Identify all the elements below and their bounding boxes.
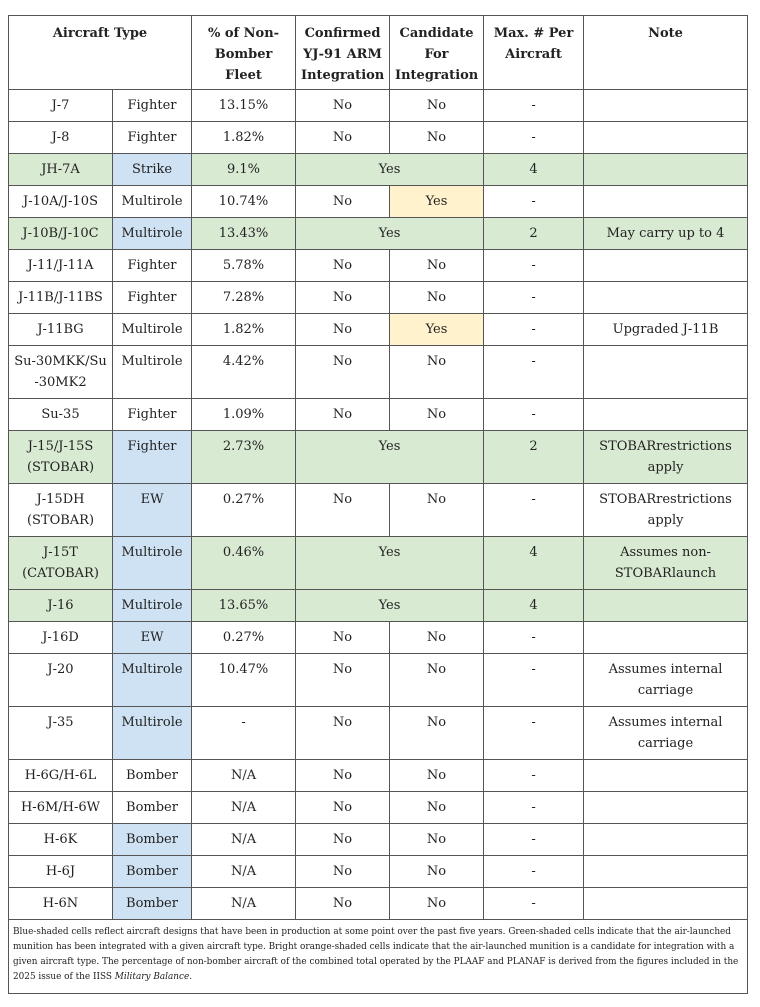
fleet-pct: 1.82% <box>192 122 296 154</box>
note <box>584 792 748 824</box>
note <box>584 888 748 920</box>
table-row <box>9 622 748 654</box>
table-row <box>9 888 748 920</box>
note <box>584 250 748 282</box>
table-row <box>9 484 748 537</box>
confirmed-integration: No <box>296 186 390 218</box>
confirmed-integration: No <box>296 250 390 282</box>
note <box>584 90 748 122</box>
fleet-pct: 0.27% <box>192 484 296 537</box>
candidate-integration: No <box>390 122 484 154</box>
candidate-integration: No <box>390 399 484 431</box>
note: STOBARrestrictions apply <box>584 431 748 484</box>
aircraft-role: Multirole <box>113 186 192 218</box>
fleet-pct: 13.15% <box>192 90 296 122</box>
note <box>584 186 748 218</box>
integration-status: Yes <box>296 590 484 622</box>
aircraft-role: Multirole <box>113 537 192 590</box>
footnote-source-title: Military Balance <box>114 972 190 982</box>
fleet-pct: N/A <box>192 824 296 856</box>
max-per-aircraft: - <box>484 622 584 654</box>
table-row <box>9 314 748 346</box>
confirmed-integration: No <box>296 707 390 760</box>
footnote-row <box>9 920 748 994</box>
aircraft-role: Bomber <box>113 792 192 824</box>
max-per-aircraft: - <box>484 654 584 707</box>
candidate-integration: No <box>390 707 484 760</box>
max-per-aircraft: 4 <box>484 154 584 186</box>
footnote <box>9 920 748 994</box>
max-per-aircraft: - <box>484 856 584 888</box>
aircraft-name: J-15DH (STOBAR) <box>9 484 113 537</box>
aircraft-role: Multirole <box>113 218 192 250</box>
note <box>584 122 748 154</box>
footnote-end: . <box>189 972 193 982</box>
confirmed-integration: No <box>296 122 390 154</box>
table-row <box>9 122 748 154</box>
aircraft-role: EW <box>113 622 192 654</box>
note <box>584 824 748 856</box>
aircraft-name: J-11/J-11A <box>9 250 113 282</box>
aircraft-name: H-6J <box>9 856 113 888</box>
confirmed-integration: No <box>296 346 390 399</box>
fleet-pct: 1.82% <box>192 314 296 346</box>
aircraft-name: H-6G/H-6L <box>9 760 113 792</box>
fleet-pct: 4.42% <box>192 346 296 399</box>
table-row <box>9 590 748 622</box>
table-row <box>9 431 748 484</box>
max-per-aircraft: - <box>484 399 584 431</box>
note <box>584 760 748 792</box>
confirmed-integration: No <box>296 399 390 431</box>
fleet-pct: 5.78% <box>192 250 296 282</box>
aircraft-role: Multirole <box>113 314 192 346</box>
aircraft-role: Multirole <box>113 707 192 760</box>
table-row <box>9 824 748 856</box>
candidate-integration: No <box>390 792 484 824</box>
max-per-aircraft: - <box>484 484 584 537</box>
confirmed-integration: No <box>296 90 390 122</box>
footnote-text: Blue-shaded cells reflect aircraft designs that have been in production at some point over the past five years. Green-shaded cells indicate that the air-launched munition has been integrated with a given aircraft type. Bright orange-shaded cells indicate that the air-launched munition is a candidate for integration with a given aircraft type. The percentage of non-bomber aircraft of the combined total operated by the PLAAF and PLANAF is derived from the figures included in the 2025 issue of the IISS <box>13 927 739 982</box>
aircraft-name: J-16D <box>9 622 113 654</box>
max-per-aircraft: - <box>484 760 584 792</box>
fleet-pct: 13.65% <box>192 590 296 622</box>
candidate-integration: No <box>390 282 484 314</box>
fleet-pct: N/A <box>192 888 296 920</box>
table-row <box>9 792 748 824</box>
aircraft-name: J-8 <box>9 122 113 154</box>
aircraft-name: J-11BG <box>9 314 113 346</box>
fleet-pct: 13.43% <box>192 218 296 250</box>
aircraft-yj91-table <box>8 15 748 994</box>
aircraft-name: J-15T (CATOBAR) <box>9 537 113 590</box>
fleet-pct: - <box>192 707 296 760</box>
note <box>584 856 748 888</box>
confirmed-integration: No <box>296 654 390 707</box>
aircraft-role: Multirole <box>113 590 192 622</box>
fleet-pct: 1.09% <box>192 399 296 431</box>
aircraft-name: J-20 <box>9 654 113 707</box>
max-per-aircraft: - <box>484 346 584 399</box>
table-row <box>9 856 748 888</box>
aircraft-role: Fighter <box>113 399 192 431</box>
max-per-aircraft: - <box>484 122 584 154</box>
header-pct-fleet: % of Non-Bomber Fleet <box>192 16 296 90</box>
max-per-aircraft: - <box>484 707 584 760</box>
confirmed-integration: No <box>296 484 390 537</box>
max-per-aircraft: - <box>484 250 584 282</box>
note: Assumes internal carriage <box>584 654 748 707</box>
candidate-integration: No <box>390 760 484 792</box>
max-per-aircraft: - <box>484 282 584 314</box>
aircraft-role: Bomber <box>113 760 192 792</box>
max-per-aircraft: - <box>484 792 584 824</box>
candidate-integration: No <box>390 346 484 399</box>
confirmed-integration: No <box>296 792 390 824</box>
aircraft-role: Fighter <box>113 90 192 122</box>
max-per-aircraft: - <box>484 90 584 122</box>
aircraft-role: Bomber <box>113 824 192 856</box>
fleet-pct: 2.73% <box>192 431 296 484</box>
table-row <box>9 90 748 122</box>
aircraft-role: Fighter <box>113 122 192 154</box>
max-per-aircraft: - <box>484 824 584 856</box>
note: May carry up to 4 <box>584 218 748 250</box>
fleet-pct: 10.74% <box>192 186 296 218</box>
integration-status: Yes <box>296 218 484 250</box>
candidate-integration: No <box>390 654 484 707</box>
max-per-aircraft: - <box>484 186 584 218</box>
integration-status: Yes <box>296 431 484 484</box>
aircraft-name: J-10B/J-10C <box>9 218 113 250</box>
fleet-pct: N/A <box>192 760 296 792</box>
aircraft-name: Su-30MKK/Su-30MK2 <box>9 346 113 399</box>
aircraft-name: J-7 <box>9 90 113 122</box>
note <box>584 346 748 399</box>
aircraft-role: Fighter <box>113 431 192 484</box>
table-row <box>9 250 748 282</box>
note: Upgraded J-11B <box>584 314 748 346</box>
max-per-aircraft: 4 <box>484 590 584 622</box>
integration-status: Yes <box>296 154 484 186</box>
table-row <box>9 399 748 431</box>
table-row <box>9 760 748 792</box>
aircraft-name: J-11B/J-11BS <box>9 282 113 314</box>
confirmed-integration: No <box>296 824 390 856</box>
note: STOBARrestrictions apply <box>584 484 748 537</box>
fleet-pct: 7.28% <box>192 282 296 314</box>
fleet-pct: 10.47% <box>192 654 296 707</box>
aircraft-name: J-16 <box>9 590 113 622</box>
table-row <box>9 282 748 314</box>
confirmed-integration: No <box>296 760 390 792</box>
max-per-aircraft: 2 <box>484 431 584 484</box>
integration-status: Yes <box>296 537 484 590</box>
aircraft-name: J-10A/J-10S <box>9 186 113 218</box>
aircraft-role: Multirole <box>113 346 192 399</box>
table-row <box>9 654 748 707</box>
aircraft-role: Bomber <box>113 856 192 888</box>
fleet-pct: 0.27% <box>192 622 296 654</box>
header-max-per-aircraft: Max. # Per Aircraft <box>484 16 584 90</box>
table-row <box>9 186 748 218</box>
aircraft-role: Fighter <box>113 282 192 314</box>
table-row <box>9 537 748 590</box>
candidate-integration: No <box>390 250 484 282</box>
aircraft-role: Multirole <box>113 654 192 707</box>
aircraft-name: Su-35 <box>9 399 113 431</box>
note <box>584 154 748 186</box>
confirmed-integration: No <box>296 622 390 654</box>
confirmed-integration: No <box>296 314 390 346</box>
note <box>584 622 748 654</box>
table-row <box>9 218 748 250</box>
max-per-aircraft: 4 <box>484 537 584 590</box>
max-per-aircraft: 2 <box>484 218 584 250</box>
confirmed-integration: No <box>296 856 390 888</box>
aircraft-name: H-6M/H-6W <box>9 792 113 824</box>
candidate-integration: No <box>390 484 484 537</box>
table-row <box>9 154 748 186</box>
candidate-integration: No <box>390 856 484 888</box>
aircraft-role: Bomber <box>113 888 192 920</box>
candidate-integration: Yes <box>390 314 484 346</box>
candidate-integration: No <box>390 824 484 856</box>
aircraft-role: EW <box>113 484 192 537</box>
candidate-integration: Yes <box>390 186 484 218</box>
aircraft-name: H-6K <box>9 824 113 856</box>
note: Assumes non-STOBARlaunch <box>584 537 748 590</box>
max-per-aircraft: - <box>484 888 584 920</box>
header-confirmed: Confirmed YJ-91 ARM Integration <box>296 16 390 90</box>
aircraft-name: J-15/J-15S (STOBAR) <box>9 431 113 484</box>
note <box>584 399 748 431</box>
fleet-pct: 9.1% <box>192 154 296 186</box>
table-row <box>9 346 748 399</box>
note <box>584 282 748 314</box>
header-aircraft-type: Aircraft Type <box>9 16 192 90</box>
aircraft-name: H-6N <box>9 888 113 920</box>
confirmed-integration: No <box>296 888 390 920</box>
fleet-pct: N/A <box>192 792 296 824</box>
aircraft-role: Fighter <box>113 250 192 282</box>
header-candidate: Candidate For Integration <box>390 16 484 90</box>
fleet-pct: 0.46% <box>192 537 296 590</box>
header-note: Note <box>584 16 748 90</box>
candidate-integration: No <box>390 888 484 920</box>
fleet-pct: N/A <box>192 856 296 888</box>
candidate-integration: No <box>390 622 484 654</box>
candidate-integration: No <box>390 90 484 122</box>
aircraft-role: Strike <box>113 154 192 186</box>
header-row <box>9 16 748 90</box>
note <box>584 590 748 622</box>
note: Assumes internal carriage <box>584 707 748 760</box>
max-per-aircraft: - <box>484 314 584 346</box>
confirmed-integration: No <box>296 282 390 314</box>
aircraft-name: J-35 <box>9 707 113 760</box>
aircraft-name: JH-7A <box>9 154 113 186</box>
table-row <box>9 707 748 760</box>
